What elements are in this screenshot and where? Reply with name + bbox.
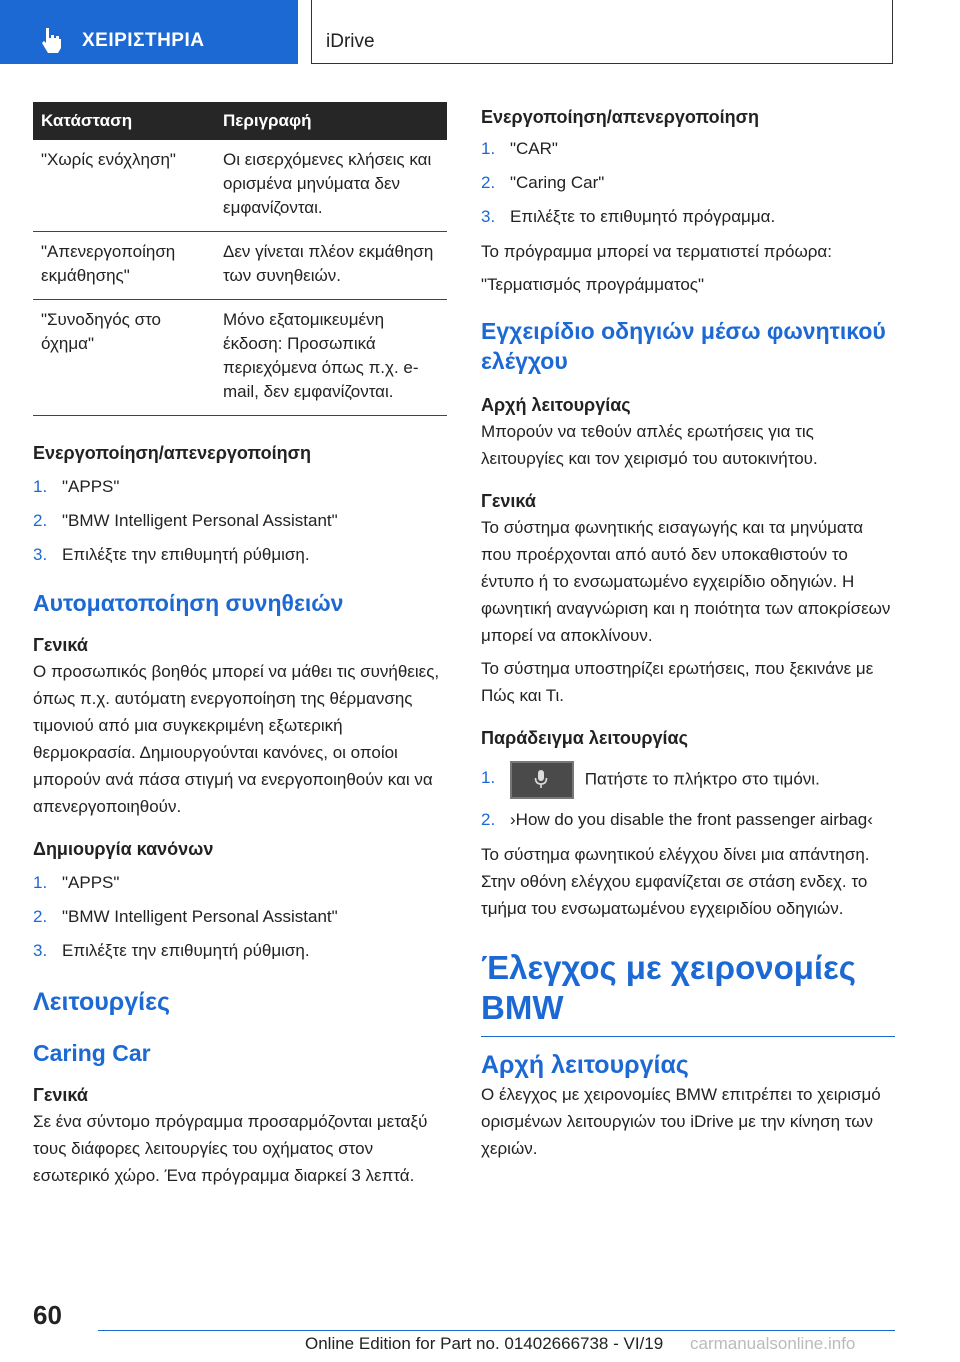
table-header-cell: Κατάσταση	[33, 102, 215, 140]
example-heading: Παράδειγμα λειτουργίας	[481, 728, 688, 748]
rules-steps	[33, 870, 447, 964]
list-item: 3. Επιλέξτε την επιθυμητή ρύθμιση.	[33, 941, 310, 960]
section-tab	[0, 0, 298, 64]
gesture-heading: Έλεγχος με χειρονομίες BMW	[481, 949, 856, 1026]
activation-heading: Ενεργοποίηση/απενεργοποίηση	[481, 107, 759, 127]
general-paragraph-2: Το σύστημα υποστηρίζει ερωτήσεις, που ξεκινάνε με Πώς και Τι.	[481, 659, 874, 705]
status-table	[33, 102, 447, 416]
hand-pointer-icon	[38, 26, 66, 54]
right-column	[481, 102, 895, 1162]
early-end-text: Το πρόγραμμα μπορεί να τερματιστεί πρόωρα:	[481, 242, 832, 261]
voice-button-image	[510, 761, 574, 799]
example-steps	[481, 761, 895, 833]
caring-paragraph: Σε ένα σύντομο πρόγραμμα προσαρμόζονται μεταξύ τους διάφορες λειτουργίες του οχήματος στον εσωτερικό χώρο. Ένα πρόγραμμα διαρκεί 3 λεπτά.	[33, 1112, 428, 1185]
example-paragraph: Το σύστημα φωνητικού ελέγχου δίνει μια απάντηση. Στην οθόνη ελέγχου εμφανίζεται σε στάση ενδεχ. το τμήμα του ενσωματωμένου εγχειριδίου οδηγιών.	[481, 845, 870, 918]
list-item: 2. "Caring Car"	[481, 173, 605, 192]
list-item: 1. "APPS"	[33, 873, 120, 892]
footer-divider	[98, 1330, 895, 1331]
functions-heading: Λειτουργίες	[33, 988, 170, 1016]
list-item: 2. ›How do you disable the front passenger airbag‹	[481, 810, 873, 829]
list-item: 1. "APPS"	[33, 477, 120, 496]
activation-heading: Ενεργοποίηση/απενεργοποίηση	[33, 443, 311, 463]
section-divider	[481, 1036, 895, 1037]
footer-edition: Online Edition for Part no. 01402666738 - VI/19	[305, 1334, 664, 1353]
list-item: 3. Επιλέξτε το επιθυμητό πρόγραμμα.	[481, 207, 776, 226]
footer-watermark: carmanualsonline.info	[690, 1334, 856, 1353]
rules-heading: Δημιουργία κανόνων	[33, 839, 214, 859]
gesture-principle-heading: Αρχή λειτουργίας	[481, 1051, 689, 1079]
automation-heading: Αυτοματοποίηση συνηθειών	[33, 590, 344, 616]
table-cell: "Χωρίς ενόχληση"	[33, 140, 215, 232]
list-item: 1. Πατήστε το πλήκτρο στο τιμόνι.	[481, 761, 895, 799]
table-header-row	[33, 102, 447, 140]
caring-general-heading: Γενικά	[33, 1085, 88, 1105]
table-cell: Οι εισερχόμενες κλήσεις και ορισμένα μηνύματα δεν εμφανίζονται.	[215, 140, 447, 232]
table-row	[33, 140, 447, 232]
left-column	[33, 102, 447, 1189]
general-paragraph: Ο προσωπικός βοηθός μπορεί να μάθει τις συνήθειες, όπως π.χ. αυτόματη ενεργοποίηση της θέρμανσης τιμονιού από μια συγκεκριμένη εξωτερική θερμοκρασία. Δημιουργούνται κανόνες, οι οποίοι μπορούν ανά πάσα στιγμή να ενεργοποιηθούν και να απενεργοποιηθούν.	[33, 662, 440, 816]
activation-steps	[33, 474, 447, 568]
microphone-icon	[534, 769, 548, 789]
list-item: 2. "BMW Intelligent Personal Assistant"	[33, 511, 338, 530]
list-item: 1. "CAR"	[481, 139, 558, 158]
list-item: 3. Επιλέξτε την επιθυμητή ρύθμιση.	[33, 545, 310, 564]
page-number: 60	[33, 1300, 62, 1330]
list-item: 2. "BMW Intelligent Personal Assistant"	[33, 907, 338, 926]
table-cell: "Συνοδηγός στο όχημα"	[33, 300, 215, 416]
gesture-paragraph: Ο έλεγχος με χειρονομίες BMW επιτρέπει το χειρισμό ορισμένων λειτουργιών του iDrive με την κίνηση των χεριών.	[481, 1085, 881, 1158]
principle-heading: Αρχή λειτουργίας	[481, 395, 631, 415]
general-paragraph: Το σύστημα φωνητικής εισαγωγής και τα μηνύματα που προέρχονται από αυτό δεν υποκαθιστούν το έντυπο ή το ενσωματωμένο εγχειρίδιο οδηγιών. Η φωνητική αναγνώριση και η ποιότητα των αποκρίσεων μπορεί να αποκλίνουν.	[481, 518, 891, 645]
principle-paragraph: Μπορούν να τεθούν απλές ερωτήσεις για τις λειτουργίες και τον χειρισμό του αυτοκινήτου.	[481, 422, 818, 468]
section-title: ΧΕΙΡΙΣΤΗΡΙΑ	[82, 30, 205, 51]
table-cell: Δεν γίνεται πλέον εκμάθηση των συνηθειών.	[215, 232, 447, 300]
general-heading: Γενικά	[33, 635, 88, 655]
table-cell: Μόνο εξατομικευμένη έκδοση: Προσωπικά περιεχόμενα όπως π.χ. e-mail, δεν εμφανίζονται.	[215, 300, 447, 416]
early-end-value: "Τερματισμός προγράμματος"	[481, 275, 705, 294]
chapter-title: iDrive	[326, 31, 375, 52]
table-header-cell: Περιγραφή	[215, 102, 447, 140]
chapter-box	[311, 0, 893, 64]
caring-car-heading: Caring Car	[33, 1040, 151, 1066]
table-cell: "Απενεργοποίηση εκμάθησης"	[33, 232, 215, 300]
general-heading: Γενικά	[481, 491, 536, 511]
voice-manual-heading: Εγχειρίδιο οδηγιών μέσω φωνητικού ελέγχου	[481, 318, 886, 374]
table-row	[33, 232, 447, 300]
table-row	[33, 300, 447, 416]
activation-steps	[481, 136, 895, 230]
